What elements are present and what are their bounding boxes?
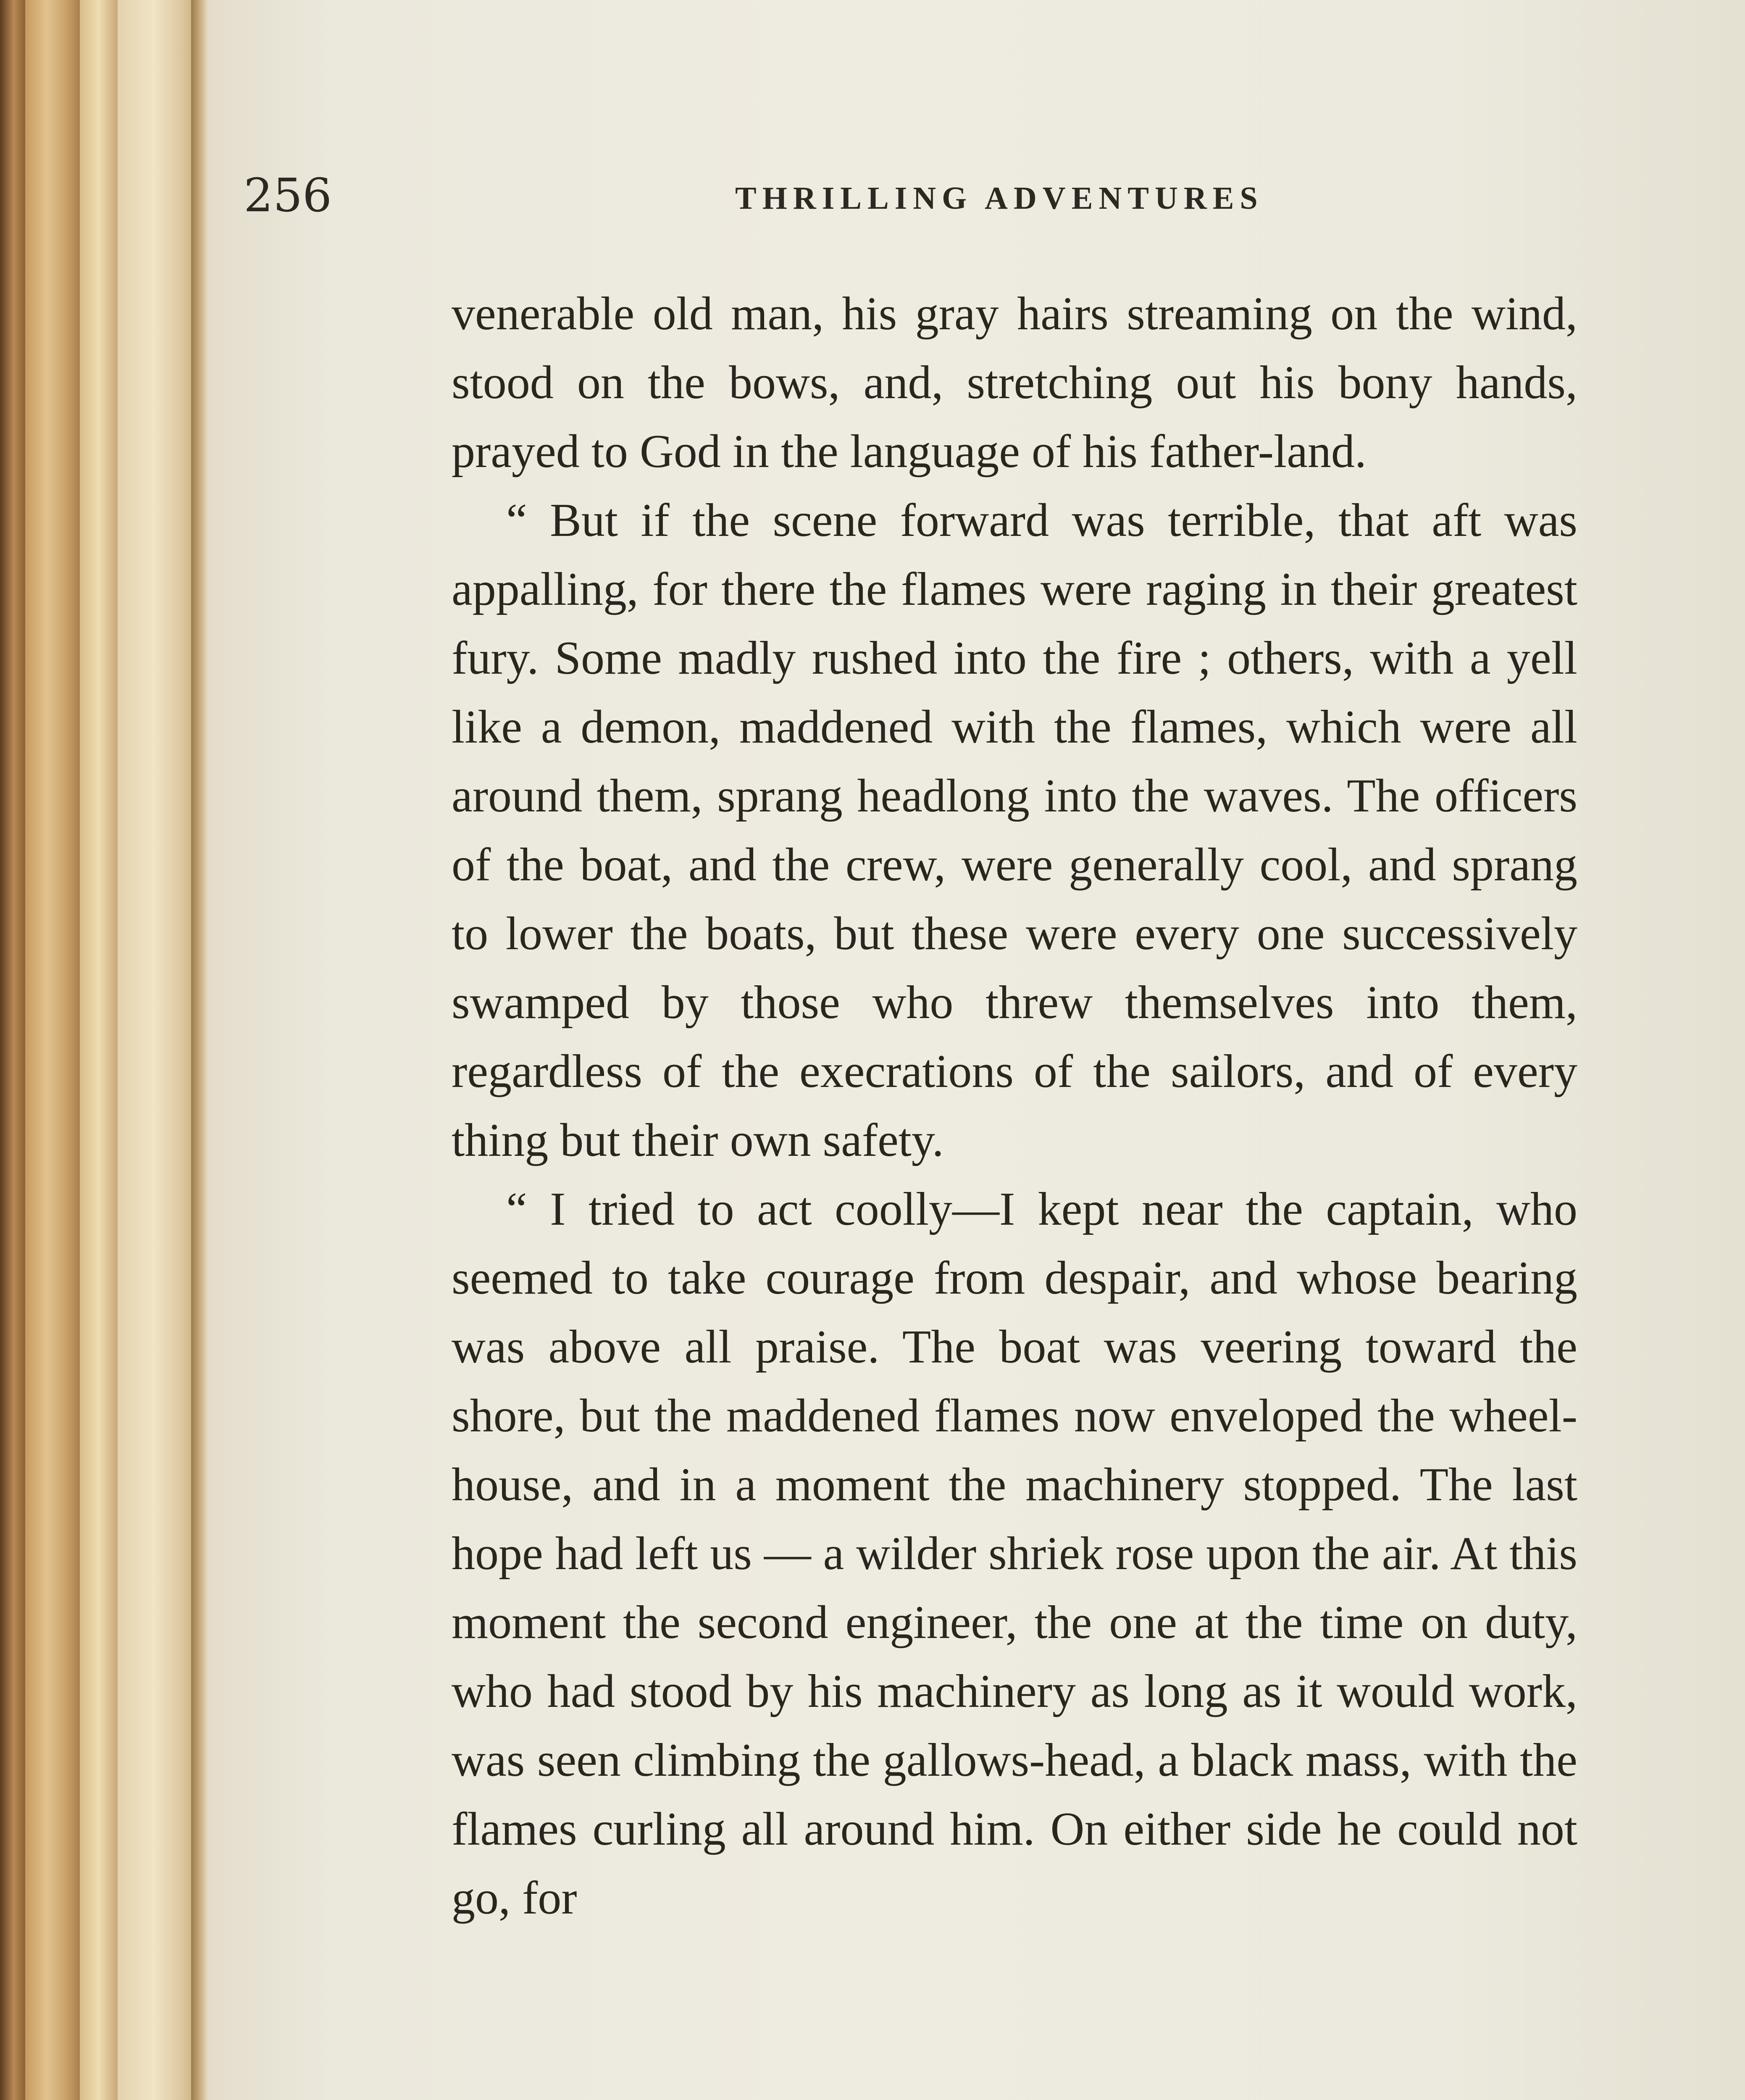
- page-edge: [25, 0, 80, 2100]
- running-title: THRILLING ADVENTURES: [735, 181, 1264, 216]
- body-text: [452, 279, 1577, 1932]
- running-header: [244, 166, 1588, 233]
- page-gutter-shadow: [191, 0, 208, 2100]
- page-edge: [80, 0, 118, 2100]
- paragraph: venerable old man, his gray hairs streaming on the wind, stood on the bows, and, stretching out his bony hands, prayed to God in the language of his father-land.: [452, 288, 1577, 478]
- page-number: 256: [244, 168, 332, 222]
- page-edge: [118, 0, 197, 2100]
- page-edge: [0, 0, 25, 2100]
- paragraph: “ I tried to act coolly—I kept near the captain, who seemed to take courage from despair, and whose bearing was above all praise. The boat was veering toward the shore, but the maddened flames now enveloped the wheel-house, and in a moment the machinery stopped. The last hope had left us — a wilder shriek rose upon the air. At this moment the second engineer, the one at the time on duty, who had stood by his machinery as long as it would work, was seen climbing the gallows-head, a black mass, with the flames curling all around him. On either side he could not go, for: [452, 1183, 1577, 1924]
- paragraph: “ But if the scene forward was terrible, that aft was appalling, for there the flames were raging in their greatest fury. Some madly rushed into the fire ; others, with a yell like a demon, maddened with the flames, which were all around them, sprang headlong into the waves. The officers of the boat, and the crew, were generally cool, and sprang to lower the boats, but these were every one successively swamped by those who threw themselves into them, regardless of the execrations of the sailors, and of every thing but their own safety.: [452, 494, 1577, 1166]
